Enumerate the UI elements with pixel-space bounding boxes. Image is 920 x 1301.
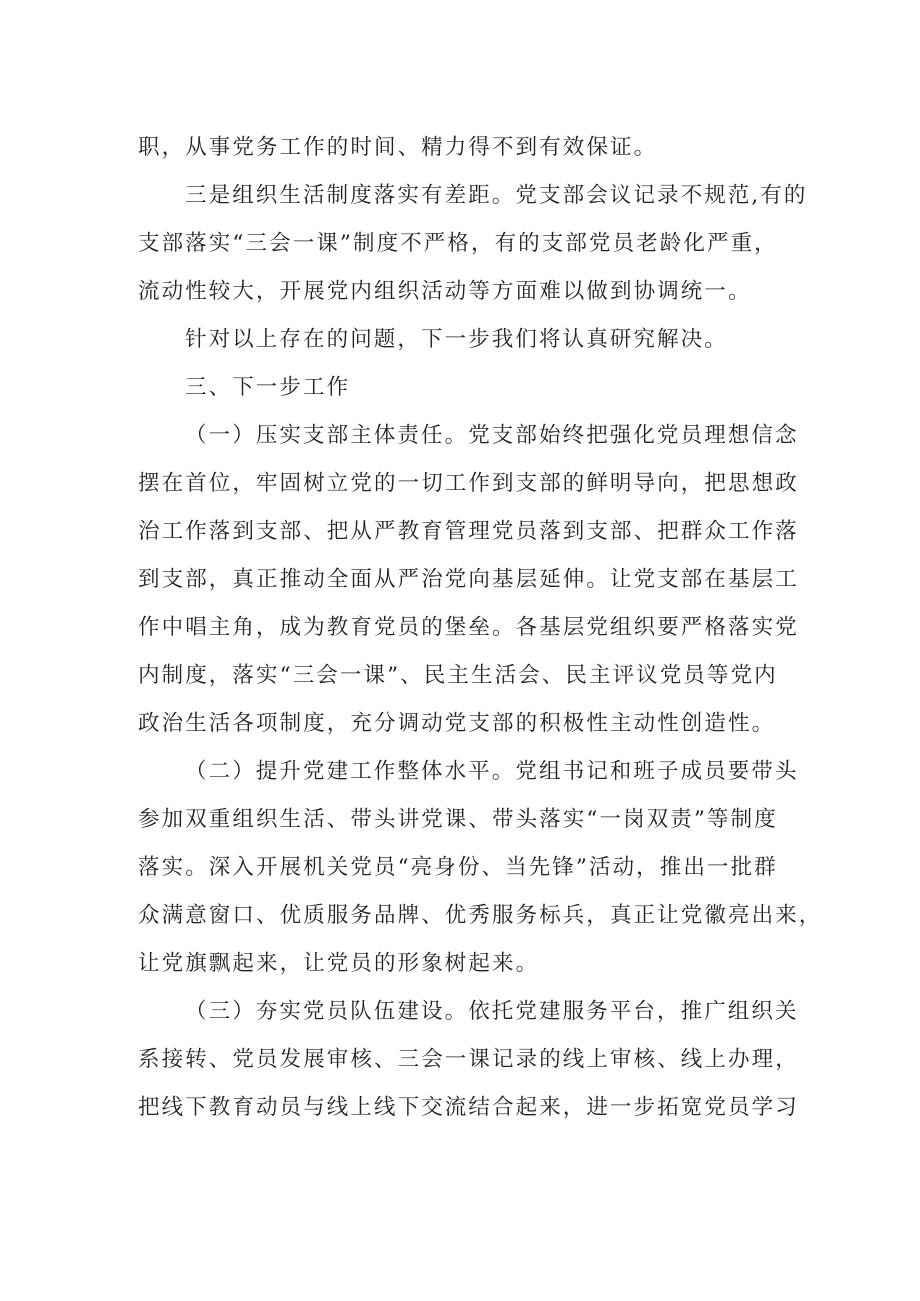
text-line: 内制度，落实“三会一课”、民主生活会、民主评议党员等党内 [138,663,778,688]
text-line: 政治生活各项制度，充分调动党支部的积极性主动性创造性。 [138,711,776,736]
text-line: 让党旗飘起来，让党员的形象树起来。 [138,951,540,976]
text-line: 落实。深入开展机关党员“亮身份、当先锋”活动，推出一批群 [138,855,778,880]
text-line: 支部落实“三会一课”制度不严格，有的支部党员老龄化严重， [138,231,778,256]
text-line: （一）压实支部主体责任。党支部始终把强化党员理想信念 [185,423,799,448]
text-line: 系接转、党员发展审核、三会一课记录的线上审核、线上办理， [138,1047,799,1072]
text-line: 治工作落到支部、把从严教育管理党员落到支部、把群众工作落 [138,519,799,544]
text-line: 参加双重组织生活、带头讲党课、带头落实“一岗双责”等制度 [138,807,778,832]
text-line: 把线下教育动员与线上线下交流结合起来，进一步拓宽党员学习 [138,1095,799,1120]
text-line: 针对以上存在的问题，下一步我们将认真研究解决。 [185,327,728,352]
text-line: 职，从事党务工作的时间、精力得不到有效保证。 [138,135,658,160]
text-line: 流动性较大，开展党内组织活动等方面难以做到协调统一。 [138,279,752,304]
text-line: 作中唱主角，成为教育党员的堡垒。各基层党组织要严格落实党 [138,615,799,640]
text-line: 众满意窗口、优质服务品牌、优秀服务标兵，真正让党徽亮出来， [138,903,823,928]
text-line: 三、下一步工作 [185,375,351,400]
text-line: （二）提升党建工作整体水平。党组书记和班子成员要带头 [185,759,799,784]
text-line: 到支部，真正推动全面从严治党向基层延伸。让党支部在基层工 [138,567,799,592]
body-text [138,124,823,1132]
text-line: （三）夯实党员队伍建设。依托党建服务平台，推广组织关 [185,999,799,1024]
text-line: 三是组织生活制度落实有差距。党支部会议记录不规范,有的 [185,183,808,208]
text-line: 摆在首位，牢固树立党的一切工作到支部的鲜明导向，把思想政 [138,471,799,496]
